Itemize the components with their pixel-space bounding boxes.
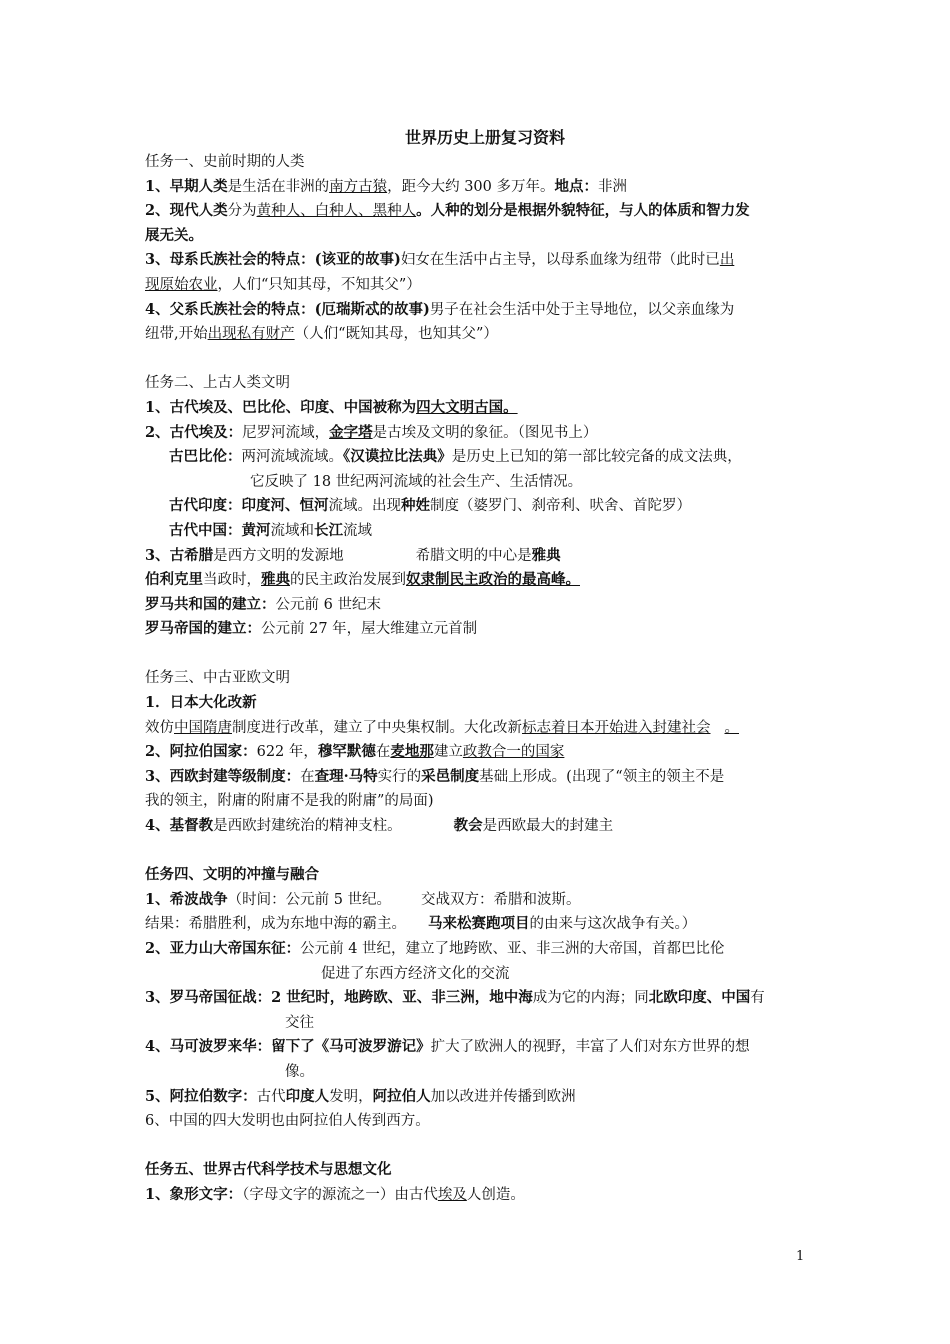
section-1-heading: 任务一、史前时期的人类 bbox=[145, 154, 305, 170]
s3-line-4: 3、西欧封建等级制度：在查理·马特实行的采邑制度基础上形成。(出现了“领主的领主不是 bbox=[145, 767, 725, 785]
s4-line-6: 5、阿拉伯数字：古代印度人发明，阿拉伯人加以改进并传播到欧洲 bbox=[145, 1087, 576, 1105]
s2-line-7: 伯利克里当政时，雅典的民主政治发展到奴隶制民主政治的最高峰。 bbox=[145, 571, 580, 589]
s4-line-1: 1、希波战争（时间：公元前 5 世纪。 交战双方：希腊和波斯。 bbox=[145, 890, 581, 908]
spacer bbox=[145, 1134, 825, 1159]
s5-line-1: 1、象形文字：（字母文字的源流之一）由古代埃及人创造。 bbox=[145, 1185, 525, 1203]
s1-line-2: 2、现代人类分为黄种人、白种人、黑种人。人种的划分是根据外貌特征，与人的体质和智力发 bbox=[145, 202, 750, 220]
s1-line-1: 1、早期人类是生活在非洲的南方古猿，距今大约 300 多万年。地点：非洲 bbox=[145, 177, 627, 195]
page-number: 1 bbox=[796, 1249, 805, 1264]
s1-line-3b: 现原始农业，人们“只知其母，不知其父”） bbox=[145, 276, 421, 293]
s2-line-2: 2、古代埃及：尼罗河流域，金字塔是古埃及文明的象征。（图见书上） bbox=[145, 423, 598, 441]
section-5-heading: 任务五、世界古代科学技术与思想文化 bbox=[145, 1161, 392, 1179]
s2-line-3b: 它反映了 18 世纪两河流域的社会生产、生活情况。 bbox=[250, 473, 583, 490]
s4-line-4: 3、罗马帝国征战：2 世纪时，地跨欧、亚、非三洲，地中海成为它的内海；同北欧印度、中国有 bbox=[145, 989, 765, 1007]
s2-line-9: 罗马帝国的建立：公元前 27 年，屋大维建立元首制 bbox=[145, 620, 478, 638]
section-2-heading: 任务二、上古人类文明 bbox=[145, 375, 290, 392]
spacer bbox=[145, 347, 825, 372]
s4-line-7: 6、中国的四大发明也由阿拉伯人传到西方。 bbox=[145, 1113, 430, 1130]
document-title: 世界历史上册复习资料 bbox=[404, 128, 565, 147]
s2-line-5: 古代中国：黄河流域和长江流域 bbox=[169, 521, 372, 539]
s2-line-4: 古代印度：印度河、恒河流域。出现种姓制度（婆罗门、刹帝利、吠舍、首陀罗） bbox=[169, 497, 691, 515]
s1-line-4: 4、父系氏族社会的特点：(厄瑞斯忒的故事)男子在社会生活中处于主导地位，以父亲血缘为 bbox=[145, 300, 735, 318]
s1-line-3: 3、母系氏族社会的特点：(该亚的故事)妇女在生活中占主导，以母系血缘为纽带（此时已出 bbox=[145, 251, 735, 269]
s2-line-1: 1、古代埃及、巴比伦、印度、中国被称为四大文明古国。 bbox=[145, 398, 518, 416]
s4-line-4b: 交往 bbox=[285, 1014, 314, 1031]
spacer bbox=[145, 839, 825, 864]
s3-line-4b: 我的领主，附庸的附庸不是我的附庸”的局面) bbox=[145, 793, 434, 810]
s3-line-1: 1．日本大化改新 bbox=[145, 694, 257, 712]
spacer bbox=[145, 642, 825, 667]
s3-line-5: 4、基督教是西欧封建统治的精神支柱。 教会是西欧最大的封建主 bbox=[145, 817, 614, 835]
s4-line-2: 结果：希腊胜利，成为东地中海的霸主。 马来松赛跑项目的由来与这次战争有关。） bbox=[145, 915, 697, 933]
s1-line-2b: 展无关。 bbox=[145, 226, 203, 244]
s4-line-3: 2、亚力山大帝国东征：公元前 4 世纪，建立了地跨欧、亚、非三洲的大帝国，首都巴比伦 bbox=[145, 940, 725, 957]
s3-line-3: 2、阿拉伯国家：622 年，穆罕默德在麦地那建立政教合一的国家 bbox=[145, 743, 565, 761]
s1-line-4b: 纽带,开始出现私有财产（人们“既知其母，也知其父”） bbox=[145, 326, 498, 343]
s4-line-5b: 像。 bbox=[285, 1063, 314, 1080]
s4-line-3b: 促进了东西方经济文化的交流 bbox=[321, 965, 510, 982]
section-3-heading: 任务三、中古亚欧文明 bbox=[145, 670, 290, 687]
s2-line-8: 罗马共和国的建立：公元前 6 世纪末 bbox=[145, 595, 381, 613]
s2-line-6: 3、古希腊是西方文明的发源地 希腊文明的中心是雅典 bbox=[145, 546, 561, 564]
s4-line-5: 4、马可波罗来华：留下了《马可波罗游记》扩大了欧洲人的视野，丰富了人们对东方世界的想 bbox=[145, 1038, 750, 1056]
s3-line-2: 效仿中国隋唐制度进行改革，建立了中央集权制。大化改新标志着日本开始进入封建社会 。 bbox=[145, 719, 739, 736]
document-page bbox=[145, 125, 825, 1208]
s2-line-3: 古巴比伦：两河流域流域。《汉谟拉比法典》是历史上已知的第一部比较完备的成文法典， bbox=[169, 448, 742, 466]
section-4-heading: 任务四、文明的冲撞与融合 bbox=[145, 866, 319, 884]
